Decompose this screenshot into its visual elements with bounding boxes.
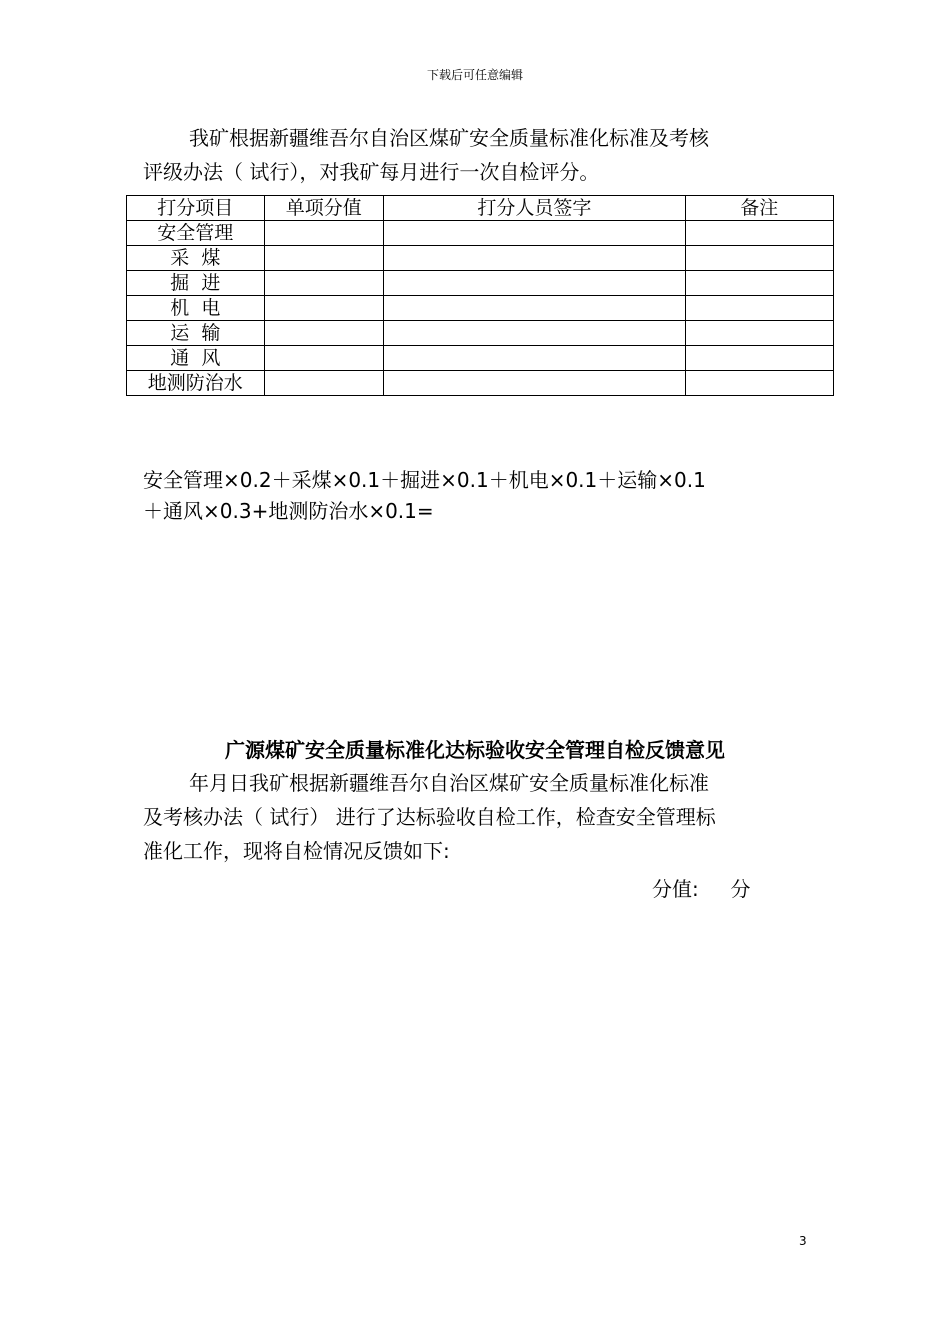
table-row [127, 221, 834, 246]
table-row [127, 296, 834, 321]
section-title: 广源煤矿安全质量标准化达标验收安全管理自检反馈意见 [225, 738, 725, 762]
row-label: 地测防治水 [127, 371, 265, 396]
score-label: 分值: [652, 877, 699, 901]
table-header-row [127, 196, 834, 221]
row-label: 掘 进 [127, 271, 265, 296]
signature-cell [384, 321, 686, 346]
row-label: 机 电 [127, 296, 265, 321]
table-row [127, 371, 834, 396]
table-row [127, 321, 834, 346]
row-label: 运 输 [127, 321, 265, 346]
intro-line-1: 我矿根据新疆维吾尔自治区煤矿安全质量标准化标准及考核 [189, 126, 709, 150]
signature-cell [384, 296, 686, 321]
intro-paragraph [143, 121, 813, 189]
feedback-line-3: 准化工作，现将自检情况反馈如下: [143, 839, 450, 863]
signature-cell [384, 271, 686, 296]
formula-line-2: ＋通风×0.3+地测防治水×0.1= [143, 499, 434, 523]
score-line [652, 873, 751, 902]
header-cell-item: 打分项目 [127, 196, 265, 221]
score-cell [264, 296, 383, 321]
score-cell [264, 346, 383, 371]
remark-cell [685, 371, 833, 396]
remark-cell [685, 346, 833, 371]
header-cell-remark: 备注 [685, 196, 833, 221]
remark-cell [685, 321, 833, 346]
score-table [126, 195, 834, 396]
row-label: 安全管理 [127, 221, 265, 246]
signature-cell [384, 246, 686, 271]
header-cell-signature: 打分人员签字 [384, 196, 686, 221]
intro-line-2: 评级办法（ 试行），对我矿每月进行一次自检评分。 [143, 160, 600, 184]
header-cell-score: 单项分值 [264, 196, 383, 221]
signature-cell [384, 346, 686, 371]
weighted-formula [143, 465, 823, 527]
score-cell [264, 321, 383, 346]
feedback-line-2: 及考核办法（ 试行） 进行了达标验收自检工作，检查安全管理标 [143, 805, 716, 829]
page-number: 3 [799, 1234, 807, 1248]
remark-cell [685, 296, 833, 321]
formula-line-1: 安全管理×0.2＋采煤×0.1＋掘进×0.1＋机电×0.1＋运输×0.1 [143, 468, 706, 492]
feedback-line-1: 年月日我矿根据新疆维吾尔自治区煤矿安全质量标准化标准 [189, 771, 709, 795]
page-header: 下载后可任意编辑 [426, 68, 523, 82]
score-cell [264, 371, 383, 396]
score-unit: 分 [730, 877, 751, 901]
table-row [127, 246, 834, 271]
remark-cell [685, 221, 833, 246]
row-label: 采 煤 [127, 246, 265, 271]
signature-cell [384, 371, 686, 396]
table-row [127, 271, 834, 296]
signature-cell [384, 221, 686, 246]
feedback-paragraph [143, 766, 813, 868]
remark-cell [685, 246, 833, 271]
score-cell [264, 221, 383, 246]
score-cell [264, 271, 383, 296]
score-cell [264, 246, 383, 271]
row-label: 通 风 [127, 346, 265, 371]
table-row [127, 346, 834, 371]
remark-cell [685, 271, 833, 296]
